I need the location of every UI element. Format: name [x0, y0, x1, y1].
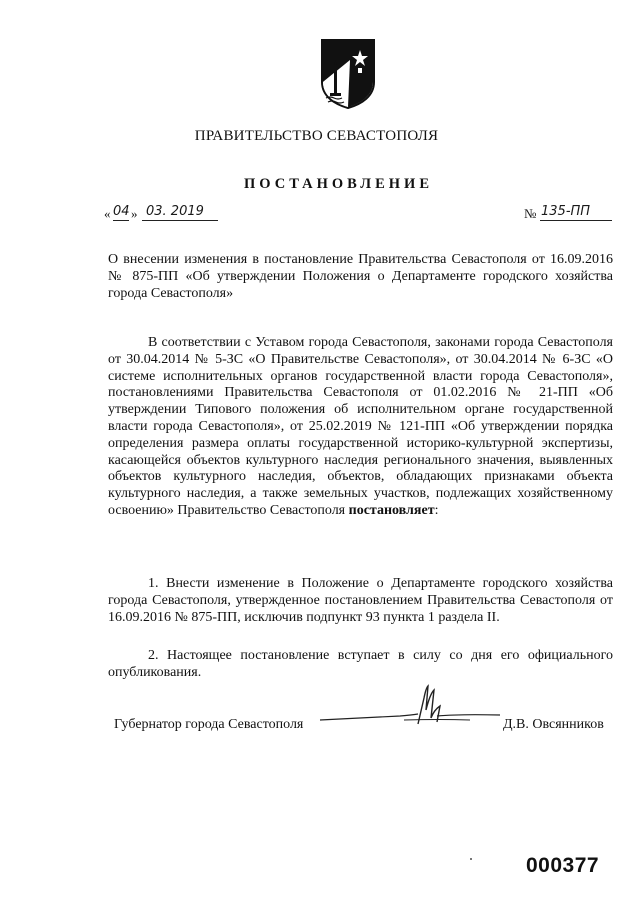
government-name: ПРАВИТЕЛЬСТВО СЕВАСТОПОЛЯ: [194, 128, 439, 144]
date-day: 04: [113, 204, 130, 219]
number-sign: №: [524, 206, 537, 221]
date-month-year: 03. 2019: [146, 204, 204, 219]
date-underline: [142, 220, 218, 221]
date-close-quote: »: [131, 206, 138, 221]
decree-date: [104, 204, 218, 222]
date-open-quote: «: [104, 206, 111, 221]
signatory-position: Губернатор города Севастополя: [114, 717, 304, 732]
handwritten-signature: [300, 680, 510, 740]
preamble-text: В соответствии с Уставом города Севастополя, законами города Севастополя от 30.04.2014 № 5-ЗС «О Правительстве Севастополя», от 30.04.2014 № 6-ЗС «О системе исполнительных органов государственной власти города Севастополя», постановлениями Правительства Севастополя от 01.02.2016 № 21-ПП «Об утверждении Типового положения об исполнительном органе государственной власти города Севастополя», от 25.02.2019 № 121-ПП «Об утверждении порядка определения размера оплаты государственной историко-культурной экспертизы, касающейся объектов культурного наследия регионального значения, выявленных объектов культурного наследия, объектов, обладающих признаками объекта культурного наследия, а также земельных участков, подлежащих хозяйственному освоению» Правительство Севастополя: [108, 335, 613, 518]
number-value: 135-ПП: [541, 204, 591, 219]
decree-number: [524, 204, 614, 222]
document-type-title: ПОСТАНОВЛЕНИЕ: [243, 176, 433, 192]
scan-speck: [470, 858, 472, 860]
document-serial-number: 000377: [526, 854, 600, 877]
date-day-underline: [113, 220, 129, 221]
decree-item-2: [108, 648, 613, 682]
sevastopol-coat-of-arms-icon: [320, 38, 376, 110]
preamble-operative-word: постановляет: [348, 502, 435, 518]
preamble-colon: :: [434, 502, 439, 518]
signatory-name: Д.В. Овсянников: [503, 717, 604, 732]
number-underline: [540, 220, 612, 221]
decree-subject: О внесении изменения в постановление Правительства Севастополя от 16.09.2016 № 875-ПП «Об утверждении Положения о Департаменте городского хозяйства города Севастополя»: [108, 252, 613, 301]
item-2-text: 2. Настоящее постановление вступает в силу со дня его официального опубликования.: [108, 648, 613, 680]
decree-item-1: [108, 576, 613, 626]
item-1-text: 1. Внести изменение в Положение о Департаменте городского хозяйства города Севастополя, утвержденное постановлением Правительства Севастополя от 16.09.2016 № 875-ПП, исключив подпункт 93 пункта 1 раздела II.: [108, 576, 613, 625]
decree-preamble: [108, 335, 613, 520]
